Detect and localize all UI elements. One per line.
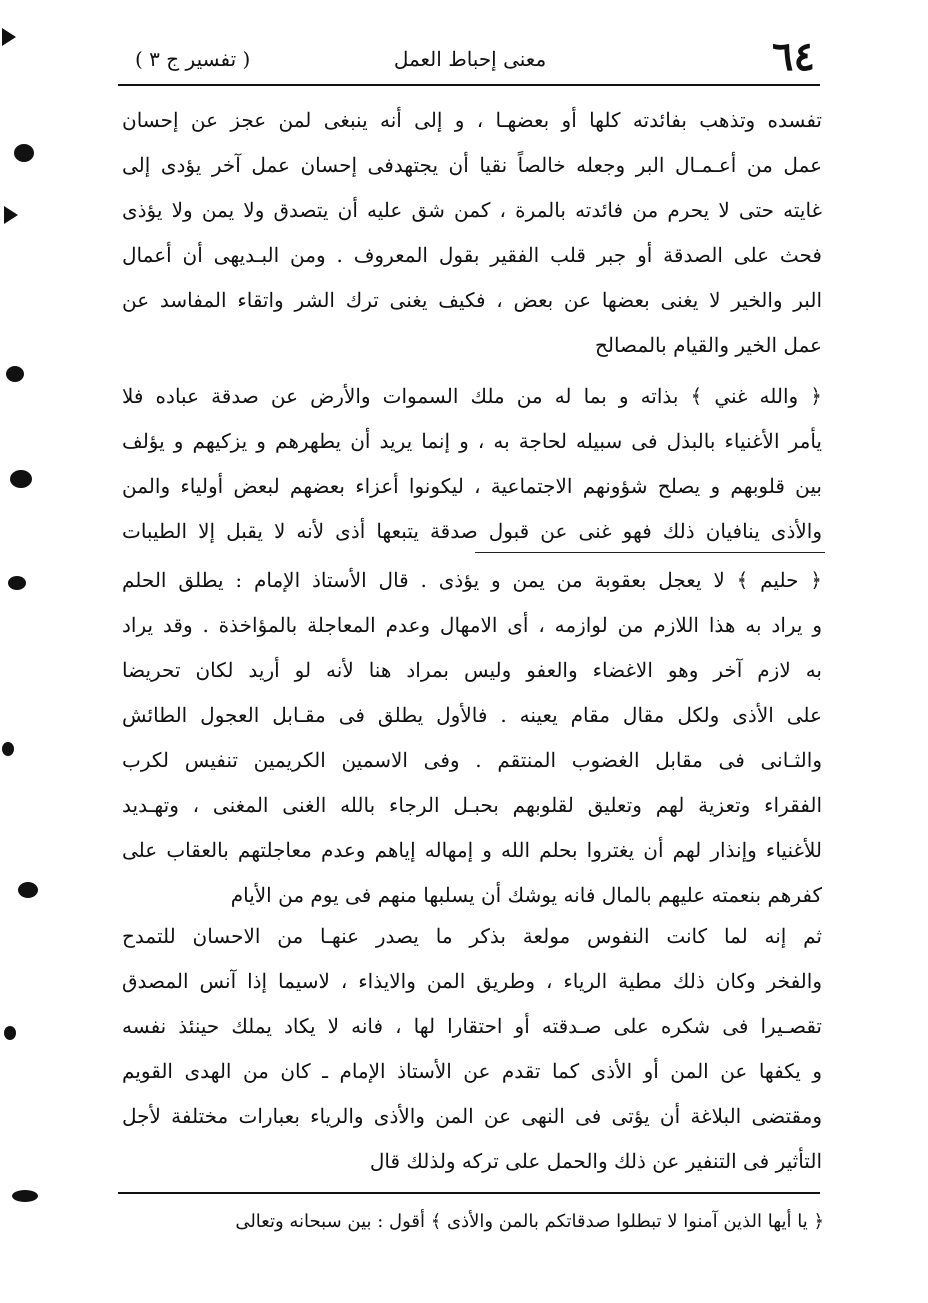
text-line: البر والخير لا يغنى بعضها عن بعض ، فكيف يغنى ترك الشر واتقاء المفاسد عن (122, 288, 822, 312)
paragraph (122, 914, 822, 1184)
text-line: عمل الخير والقيام بالمصالح (594, 333, 822, 357)
margin-scan-mark (8, 576, 26, 590)
verse-line (118, 1200, 824, 1244)
text-line: غايته حتى لا يحرم من فائدته بالمرة ، كمن شق عليه أن يتصدق ولا يمن ولا يؤذى (122, 198, 822, 222)
paragraph (122, 98, 822, 368)
margin-scan-mark (6, 366, 24, 382)
text-line: التأثير فى التنفير عن ذلك والحمل على تركه ولذلك قال (369, 1149, 822, 1173)
source-reference: ( تفسير ج ٣ ) (135, 47, 251, 71)
section-separator (475, 552, 825, 553)
text-line: ﴿ يا أيها الذين آمنوا لا تبطلوا صدقاتكم بالمن والأذى ﴾ أقول : بين سبحانه وتعالى (235, 1211, 824, 1232)
text-line: بين قلوبهم و يصلح شؤونهم الاجتماعية ، ليكونوا أعزاء بعضهم لبعض أولياء والمن (122, 474, 822, 498)
text-line: كفرهم بنعمته عليهم بالمال فانه يوشك أن يسلبها منهم فى يوم من الأيام (230, 883, 822, 907)
text-line: و يراد به هذا اللازم من لوازمه ، أى الامهال وعدم المعاجلة بالمؤاخذة . وقد يراد (122, 613, 822, 637)
text-line: والأذى ينافيان ذلك فهو غنى عن قبول صدقة يتبعها أذى لأنه لا يقبل إلا الطيبات (122, 519, 822, 543)
text-line: ﴿ والله غني ﴾ بذاته و بما له من ملك السموات والأرض عن صدقة عباده فلا (122, 384, 822, 408)
header-rule (118, 84, 820, 86)
text-line: ثم إنه لما كانت النفوس مولعة بذكر ما يصدر عنهـا من الاحسان للتمدح (122, 924, 822, 948)
text-line: تفسده وتذهب بفائدته كلها أو بعضهـا ، و إلى أنه ينبغى لمن عجز عن إحسان (122, 108, 822, 132)
text-line: عمل من أعـمـال البر وجعله خالصاً نقيا أن يجتهدفى إحسان عمل آخر يؤدى إلى (122, 153, 822, 177)
text-line: والثـانى فى مقابل الغضوب المنتقم . وفى الاسمين الكريمين تنفيس لكرب (122, 748, 822, 772)
text-line: يأمر الأغنياء بالبذل فى سبيله لحاجة به ، و إنما يريد أن يطهرهم و يزكيهم و يؤلف (122, 429, 822, 453)
page-number: ٦٤ (772, 33, 815, 80)
margin-scan-mark (12, 1190, 38, 1202)
text-line: به لازم آخر وهو الاغضاء والعفو وليس بمراد هنا لأنه لو أريد لكان تحريضا (122, 658, 822, 682)
text-line: للأغنياء وإنذار لهم أن يغتروا بحلم الله و إمهاله إياهم وعدم معاجلتهم بالعقاب على (122, 838, 822, 862)
margin-scan-mark (14, 144, 34, 162)
text-line: و يكفها عن المن أو الأذى كما تقدم عن الأستاذ الإمام ـ كان من الهدى القويم (122, 1059, 822, 1083)
margin-scan-mark (2, 742, 14, 756)
paragraph (122, 374, 822, 554)
margin-scan-mark (4, 206, 18, 224)
margin-scan-mark (10, 470, 32, 488)
text-line: الفقراء وتعزية لهم وتعليق لقلوبهم بحبـل الرجاء بالله الغنى المغنى ، وتهـديد (122, 793, 822, 817)
running-header (125, 33, 815, 88)
paragraph (122, 558, 822, 918)
running-title: معنى إحباط العمل (393, 47, 547, 71)
text-line: على الأذى ولكل مقال مقام يعينه . فالأول يطلق فى مقـابل العجول الطائش (122, 703, 822, 727)
text-line: تقصـيرا فى شكره على صـدقته أو احتقارا لها ، فانه لا يكاد يملك حينئذ نفسه (122, 1014, 822, 1038)
margin-scan-mark (4, 1026, 16, 1040)
text-line: ومقتضى البلاغة أن يؤتى فى النهى عن المن والأذى والرياء بعبارات مختلفة لأجل (122, 1104, 822, 1128)
footer-rule (118, 1192, 820, 1194)
text-line: فحث على الصدقة أو جبر قلب الفقير بقول المعروف . ومن البـديهى أن أعمال (122, 243, 822, 267)
text-line: والفخر وكان ذلك مطية الرياء ، وطريق المن والايذاء ، لاسيما إذا آنس المصدق (122, 969, 822, 993)
margin-scan-mark (2, 28, 16, 46)
margin-scan-mark (18, 882, 38, 898)
text-line: ﴿ حليم ﴾ لا يعجل بعقوبة من يمن و يؤذى . قال الأستاذ الإمام : يطلق الحلم (122, 568, 822, 592)
